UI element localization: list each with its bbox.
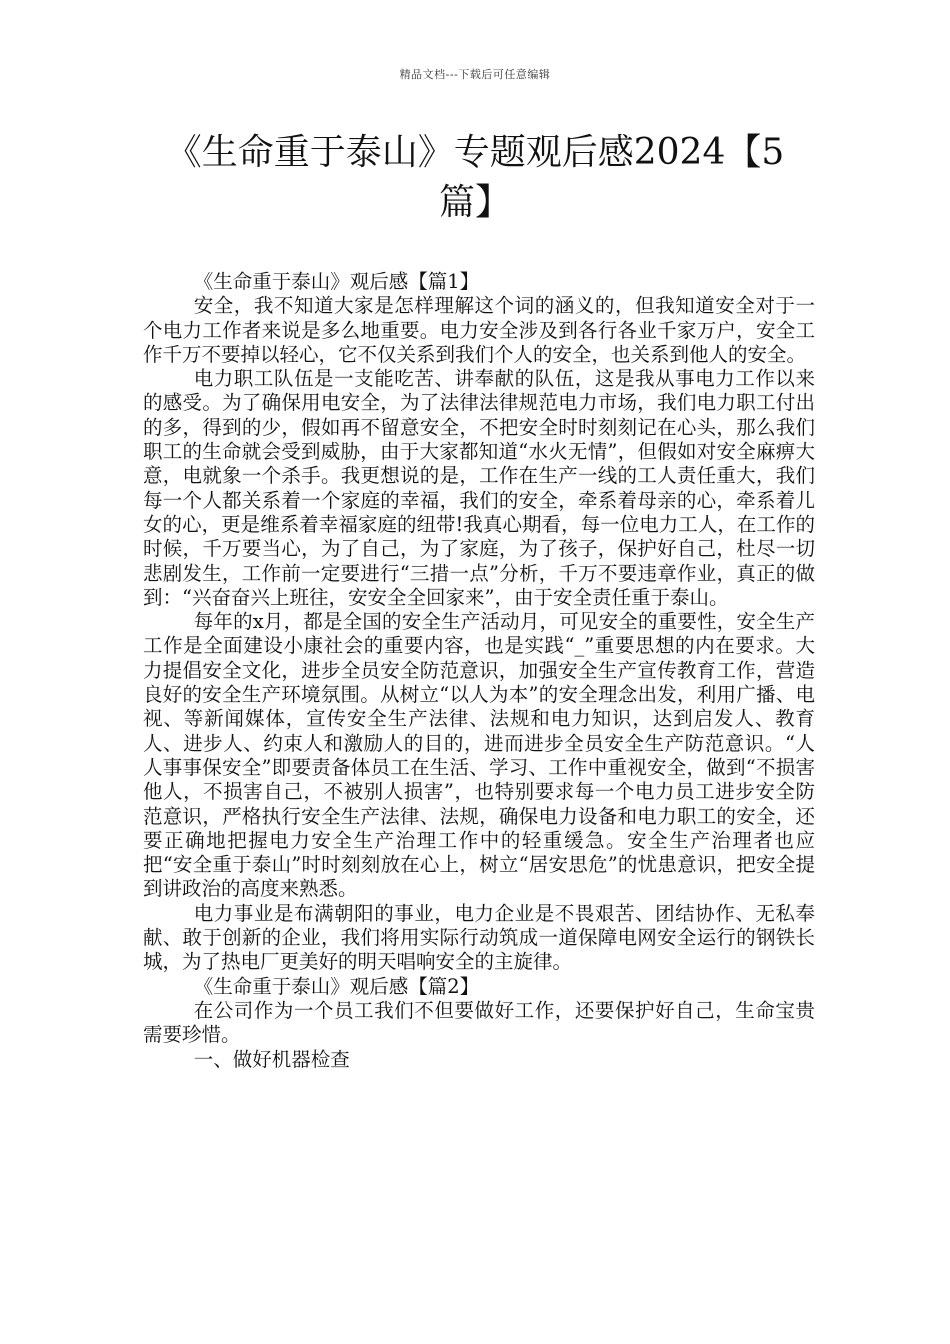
- paragraph: 安全，我不知道大家是怎样理解这个词的涵义的，但我知道安全对于一个电力工作者来说是多么地重要。电力安全涉及到各行各业千家万户，安全工作千万不要掉以轻心，它不仅关系到我们个人的安全，也关系到他人的安全。: [143, 294, 815, 366]
- section-heading-1: 《生命重于泰山》观后感【篇1】: [193, 270, 480, 293]
- paragraph: 在公司作为一个员工我们不但要做好工作，还要保护好自己，生命宝贵需要珍惜。: [143, 998, 815, 1047]
- paragraph: 电力事业是布满朝阳的事业，电力企业是不畏艰苦、团结协作、无私奉献、敢于创新的企业，我们将用实际行动筑成一道保障电网安全运行的钢铁长城，为了热电厂更美好的明天唱响安全的主旋律。: [143, 901, 815, 974]
- paragraph: 每年的x月，都是全国的安全生产活动月，可见安全的重要性，安全生产工作是全面建设小康社会的重要内容，也是实践“_”重要思想的内在要求。大力提倡安全文化，进步全员安全防范意识，加强安全生产宣传教育工作，营造良好的安全生产环境氛围。从树立“以人为本”的安全理念出发，利用广播、电视、等新闻媒体，宣传安全生产法律、法规和电力知识，达到启发人、教育人、进步人、约束人和激励人的目的，进而进步全员安全生产防范意识。“人人事事保安全”即要责备体员工在生活、学习、工作中重视安全，做到“不损害他人，不损害自己，不被别人损害”，也特别要求每一个电力员工进步安全防范意识，严格执行安全生产法律、法规，确保电力设备和电力职工的安全，还要正确地把握电力安全生产治理工作中的轻重缓急。安全生产治理者也应把“安全重于泰山”时时刻刻放在心上，树立“居安思危”的忧患意识，把安全提到讲政治的高度来熟悉。: [143, 610, 815, 901]
- paragraph: 电力职工队伍是一支能吃苦、讲奉献的队伍，这是我从事电力工作以来的感受。为了确保用电安全，为了法律法律规范电力市场，我们电力职工付出的多，得到的少，假如再不留意安全，不把安全时时刻刻记在心头，那么我们职工的生命就会受到威胁，由于大家都知道“水火无情”，但假如对安全麻痹大意，电就象一个杀手。我更想说的是，工作在生产一线的工人责任重大，我们每一个人都关系着一个家庭的幸福，我们的安全，牵系着母亲的心，牵系着儿女的心，更是维系着幸福家庭的纽带!我真心期看，每一位电力工人，在工作的时候，千万要当心，为了自己，为了家庭，为了孩子，保护好自己，杜尽一切悲剧发生，工作前一定要进行“三措一点”分析，千万不要违章作业，真正的做到：“兴奋奋兴上班往，安安全全回家来”，由于安全责任重于泰山。: [143, 367, 815, 609]
- header-note: 精品文档---下载后可任意编辑: [399, 68, 551, 81]
- section-heading-2: 《生命重于泰山》观后感【篇2】: [193, 974, 480, 998]
- document-body: [143, 270, 815, 1072]
- document-title: 《生命重于泰山》专题观后感2024【5篇】: [165, 132, 785, 223]
- list-item-heading: 一、做好机器检查: [193, 1047, 350, 1071]
